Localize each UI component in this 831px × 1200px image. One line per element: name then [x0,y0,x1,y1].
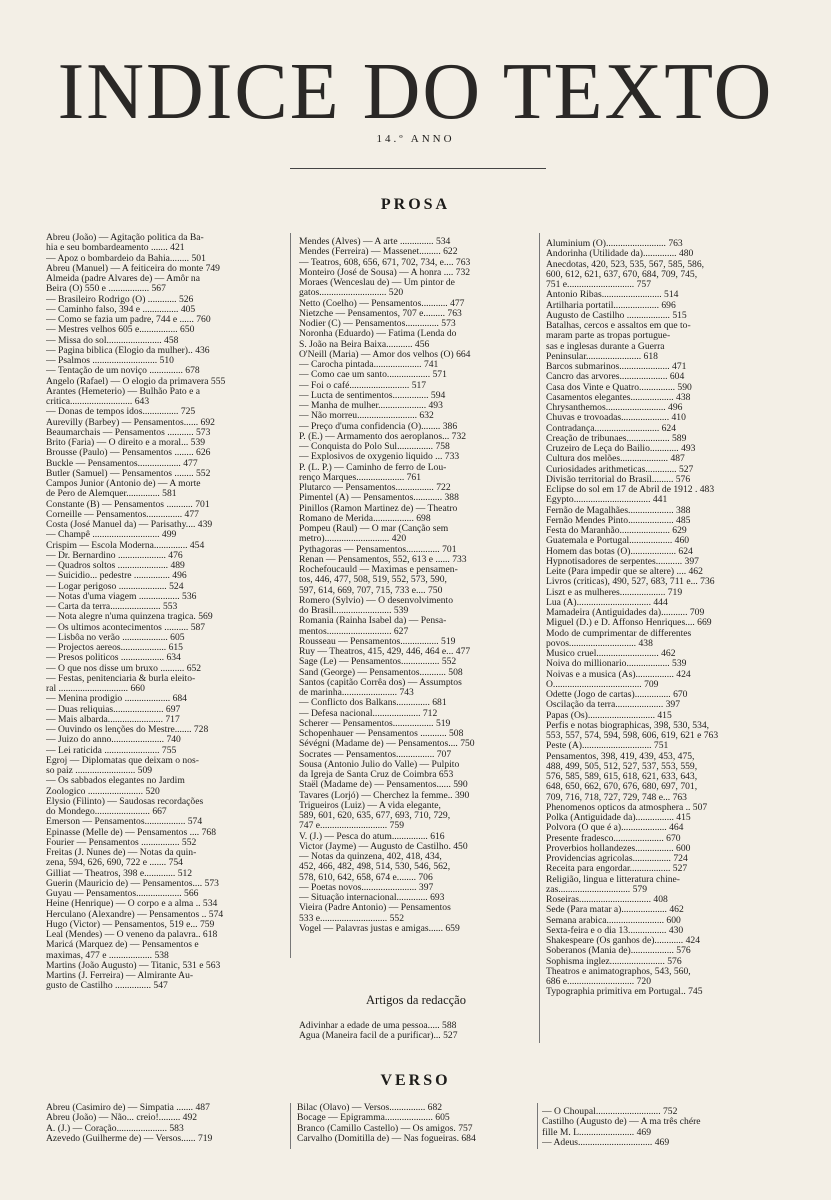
index-entry: Liszt e as mulheres................... 719 [546,587,683,598]
index-entry: Peste (A)............................. 751 [546,741,669,752]
index-entry: — Festas, penitenciaria & burla eleito- [46,673,196,684]
index-entry: Cancro das arvores.................... 604 [546,372,685,383]
index-entry: — Logar perigoso .................... 524 [46,581,184,592]
index-entry: — Dr. Bernardino .................... 476 [46,550,183,561]
index-entry: — Manha de mulher.................... 493 [299,401,443,411]
index-entry: — Champê ............................ 499 [46,530,177,541]
column-divider [537,1103,538,1149]
index-entry: Pensamentos, 398, 419, 439, 453, 475, [546,751,695,762]
index-entry: P. (L. P.) — Caminho de ferro de Lou- [299,462,447,473]
index-entry: — Adeus............................... 469 [542,1137,670,1148]
index-entry: Scherer — Pensamentos................. 519 [299,718,451,729]
index-entry: Papas (Os)............................ 415 [546,710,672,721]
index-entry: — Juizo do anno...................... 740 [46,735,181,746]
index-entry: zas.............................. 579 [546,884,647,895]
index-entry: Fourier — Pensamentos ................ 552 [46,837,197,848]
index-entry: — O Choupal........................... 752 [542,1107,678,1117]
index-entry: da Igreja de Santa Cruz de Coimbra 653 [299,770,454,780]
index-entry: Antonio Ribas......................... 514 [546,290,679,301]
index-entry: Perfis e notas biographicas, 398, 530, 534, [546,720,710,731]
index-entry: Receita para engordar................. 527 [546,864,688,875]
index-entry: — Duas reliquias..................... 697 [46,704,181,715]
index-entry: — Psalmos ........................... 510 [46,356,174,366]
index-entry: Divisão territorial do Brasil......... 576 [546,474,691,485]
index-entry: Presente fradesco..................... 670 [546,833,681,844]
index-entry: Soberanos (Mania de).................. 576 [546,946,691,957]
index-entry: Herculano (Alexandre) — Pensamentos .. 574 [46,909,224,920]
index-entry: — Presos politicos .................. 634 [46,653,181,664]
index-entry: 589, 601, 620, 635, 677, 693, 710, 729, [299,811,451,821]
index-entry: — Defesa nacional.................... 712 [299,708,438,719]
verso-heading: VERSO [380,1072,451,1089]
index-entry: Hugo (Victor) — Pensamentos, 519 e... 759 [46,919,215,930]
index-entry: — Nota alegre n'uma quinzena tragica. 569 [46,612,213,623]
index-entry: — Mestres velhos 605 e................ 650 [46,325,195,336]
index-entry: Brousse (Paulo) — Pensamentos ........ 626 [46,448,211,459]
index-entry: maram parte as tropas portugue- [546,331,671,342]
index-entry: renço Marques.................... 761 [299,472,422,483]
index-entry: Monteiro (José de Sousa) — A honra .... 732 [299,267,471,278]
index-entry: Roseiras.............................. 408 [546,895,668,905]
index-entry: Nodier (C) — Pensamentos.............. 573 [299,319,456,329]
index-entry: Crispim — Escola Moderna.............. 454 [46,540,205,551]
index-entry: — Os sabbados elegantes no Jardim [46,776,185,787]
index-entry: — Pagina biblica (Elogio da mulher).. 436 [46,345,210,356]
prosa-heading: PROSA [380,196,451,213]
index-entry: Plutarco — Pensamentos................ 722 [299,483,451,493]
index-entry: Proverbios hollandezes................ 600 [546,843,691,854]
index-entry: Sage (Le) — Pensamentos................ 552 [299,657,457,668]
index-entry: Festa do Maranhão..................... 629 [546,526,687,536]
index-entry: Aluminium (O)......................... 763 [546,239,683,249]
index-entry: Typographia primitiva em Portugal.. 745 [546,987,703,998]
index-entry: Homem das botas (O)................... 624 [546,546,693,557]
index-entry: Sand (George) — Pensamentos........... 508 [299,667,463,678]
index-entry: — Mais albarda....................... 717 [46,714,180,725]
index-entry: — Lei raticida ....................... 755 [46,745,177,756]
index-entry: 578, 610, 642, 658, 674 e........ 706 [299,872,433,883]
index-entry: Gilliat — Theatros, 398 e............. 512 [46,868,193,879]
index-entry: Cultura dos melões.................... 487 [546,454,685,465]
index-entry: Trigueiros (Luiz) — A vida elegante, [299,800,441,811]
index-entry: Modo de cumprimentar de differentes [546,628,692,639]
index-entry: 747 e............................ 759 [299,821,404,832]
index-entry: Buckle — Pensamentos.................. 477 [46,458,198,469]
index-entry: sas e inglesas durante a Guerra [546,341,665,352]
index-entry: 600, 612, 621, 637, 670, 684, 709, 745, [546,269,698,280]
index-entry: Renan — Pensamentos, 552, 613 e ...... 733 [299,554,467,565]
index-entry: Arantes (Hemeterio) — Bulhão Pato e a [46,386,200,397]
index-entry: Peninsular....................... 618 [546,351,658,362]
index-entry: Santos (capitão Corrêa dos) — Assumptos [299,677,462,688]
index-entry: Butler (Samuel) — Pensamentos ........ 552 [46,468,211,479]
index-entry: — Projectos aereos................... 615 [46,643,183,653]
index-entry: Casamentos elegantes.................. 438 [546,392,691,403]
index-entry: Sousa (Antonio Julio do Valle) — Pulpito [299,759,460,770]
index-entry: Epinasse (Melle de) — Pensamentos .... 768 [46,827,216,838]
index-entry: — Brasileiro Rodrigo (O) ............ 526 [46,294,194,305]
index-entry: 648, 650, 662, 670, 676, 680, 697, 701, [546,782,698,793]
index-entry: Livros (criticas), 490, 527, 683, 711 e... 736 [546,577,715,588]
index-entry: Romero (Sylvio) — O desenvolvimento [299,595,454,606]
index-entry: Romano de Merida................. 698 [299,513,431,524]
column-divider [290,233,291,958]
index-entry: Beira (O) 550 e ................. 567 [46,284,166,295]
index-entry: Noronha (Eduardo) — Fatima (Lenda do [299,329,457,340]
index-entry: do Mondego....................... 667 [46,807,167,817]
index-entry: gusto de Castilho ............... 547 [46,981,168,992]
index-entry: — Donas de tempos idos............... 725 [46,407,196,418]
index-entry: Odette (Jogo de cartas)............... 670 [546,690,688,700]
index-entry: Egroj — Diplomatas que deixam o nos- [46,755,199,766]
index-entry: Mamadeira (Antiguidades da)........... 709 [546,608,705,618]
index-entry: Lua (A)............................... 444 [546,597,668,608]
prosa-column-3 [546,239,781,998]
index-entry: Artilharia portatil................... 696 [546,300,676,311]
index-entry: Heine (Henrique) — O corpo e a alma .. 534 [46,899,218,910]
index-entry: Bocage — Epigramma.................... 605 [297,1113,450,1124]
index-entry: Chrysanthemos......................... 496 [546,403,683,413]
index-entry: ral ............................. 660 [46,684,145,694]
index-entry: — Como se fazia um padre, 744 e ...... 760 [46,315,211,325]
index-entry: Beaumarchais — Pensamentos ........... 573 [46,427,211,438]
index-entry: Maricá (Marquez de) — Pensamentos e [46,940,199,951]
index-entry: Emerson — Pensamentos................. 574 [46,817,203,828]
index-entry: Curiosidades arithmeticas............. 527 [546,464,694,475]
index-entry: Aurevilly (Barbey) — Pensamentos...... 692 [46,417,215,428]
index-entry: 533 e............................ 552 [299,913,404,924]
index-entry: Abreu (Manuel) — A feiticeira do monte 749 [46,263,220,274]
index-entry: fille M. L....................... 469 [542,1127,651,1138]
index-entry: Mendes (Ferreira) — Massenet......... 622 [299,247,458,258]
index-entry: Sede (Para matar a)................... 462 [546,905,684,916]
index-entry: Polvora (O que é a)................... 464 [546,823,684,834]
index-entry: Leite (Para impedir que se altere) .... 462 [546,567,703,577]
index-entry: Hypnotisadores de serpentes........... 397 [546,556,699,567]
index-entry: Pimentel (A) — Pensamentos............ 388 [299,493,459,504]
index-entry: Zoologico ....................... 520 [46,786,160,797]
index-entry: Leal (Mendes) — O veneno da palavra.. 618 [46,930,218,940]
index-entry: O..................................... 709 [546,679,659,690]
index-entry: Abreu (Casimiro de) — Simpatia ....... 487 [46,1103,210,1113]
index-entry: Rochefoucauld — Maximas e pensamen- [299,565,458,575]
index-entry: Egypto................................ 441 [546,495,668,506]
index-entry: Shakespeare (Os ganhos de)............ 424 [546,936,700,946]
index-entry: Guerin (Mauricio de) — Pensamentos.... 573 [46,878,219,889]
index-entry: Batalhas, cercos e assaltos em que to- [546,321,691,331]
index-entry: Andorinha (Utilidade da).............. 480 [546,249,694,260]
index-entry: Phenomenos opticos da atmosphera .. 507 [546,802,708,813]
index-entry: — Lucta de sentimentos............... 594 [299,390,446,401]
volume-subtitle: 14.º ANNO [376,133,455,145]
index-entry: — Preço d'uma confidencia (O)........ 386 [299,421,458,432]
index-entry: Martins (João Augusto) — Titanic, 531 e 563 [46,960,221,971]
index-entry: Azevedo (Guilherme de) — Versos...... 719 [46,1133,213,1144]
index-entry: critica.......................... 643 [46,397,150,407]
index-entry: Noivas e a musica (As)................ 424 [546,669,691,680]
index-entry: mentos........................... 627 [299,626,409,637]
index-entry: Fernão de Magalhães................... 388 [546,505,691,516]
index-entry: Pompeu (Raul) — O mar (Canção sem [299,524,449,534]
index-entry: Netto (Coelho) — Pensamentos........... 477 [299,298,465,309]
index-entry: Adivinhar a edade de uma pessoa..... 588 [299,1021,457,1031]
index-entry: — Apoz o bombardeio da Bahia........ 501 [46,253,206,264]
index-entry: Augusto de Castilho .................. 515 [546,310,687,321]
index-entry: Pinillos (Ramon Martinez de) — Theatro [299,503,458,514]
index-entry: Angelo (Rafael) — O elogio da primavera 555 [46,376,226,387]
index-entry: Polka (Antiguidade da)................ 415 [546,813,691,823]
index-entry: V. (J.) — Pesca do atum............... 616 [299,831,445,842]
index-entry: hia e seu bombardeamento ....... 421 [46,243,185,254]
index-entry: Branco (Camillo Castello) — Os amigos. 757 [297,1123,473,1134]
index-entry: Guyau — Pensamentos................... 566 [46,889,199,899]
index-entry: Victor (Jayme) — Augusto de Castilho. 450 [299,841,468,852]
index-entry: Bilac (Olavo) — Versos............... 682 [297,1103,443,1113]
index-entry: Tavares (Lorjó) — Cherchez la femme.. 390 [299,790,470,801]
index-entry: Romania (Rainha Isabel da) — Pensa- [299,616,447,627]
index-entry: 709, 716, 718, 727, 729, 748 e... 763 [546,792,687,803]
prosa-column-2 [299,237,533,934]
column-divider [539,233,540,1043]
index-entry: — Notas d'uma viagem ................. 536 [46,591,197,602]
index-entry: Carvalho (Domitilla de) — Nas fogueiras. 684 [297,1133,476,1144]
index-entry: Oscilação da terra.................... 397 [546,700,681,711]
index-entry: Castilho (Augusto de) — A ma três chére [542,1117,701,1128]
index-entry: — Suicidio... pedestre ............... 496 [46,571,187,582]
index-entry: Agua (Maneira facil de a purificar)... 527 [299,1031,458,1042]
index-entry: Abreu (João) — Agitação politica da Ba- [46,233,204,243]
artigos-heading: Artigos da redacção [366,993,466,1007]
index-entry: Constante (B) — Pensamentos ........... 701 [46,499,210,510]
index-entry: — Notas da quinzena, 402, 418, 434, [299,852,442,862]
index-entry: Noiva do millionario.................. 539 [546,659,687,670]
index-entry: Staël (Madame de) — Pensamentos...... 590 [299,780,468,791]
index-entry: Barcos submarinos..................... 471 [546,362,687,372]
index-entry: Eclipse do sol em 17 de Abril de 1912 . 483 [546,485,715,495]
index-entry: so paiz ......................... 509 [46,766,153,776]
index-entry: de marinha....................... 743 [299,688,414,698]
artigos-list [299,1021,533,1042]
index-entry: Campos Junior (Antonio de) — A morte [46,479,201,489]
index-entry: 488, 499, 505, 512, 527, 537, 553, 559, [546,761,698,772]
index-entry: zena, 594, 626, 690, 722 e ....... 754 [46,858,183,869]
index-entry: metro)........................... 420 [299,534,407,545]
index-entry: — Teatros, 608, 656, 671, 702, 734, e.... 763 [299,257,471,268]
index-entry: — Conflicto dos Balkans.............. 681 [299,698,447,709]
index-entry: — Poetas novos....................... 397 [299,882,434,893]
index-entry: Rousseau — Pensamentos................ 519 [299,636,456,647]
index-entry: 576, 585, 589, 615, 618, 621, 633, 643, [546,772,698,782]
index-entry: — Lisbôa no verão ................... 605 [46,632,185,643]
prosa-column-1 [46,233,283,992]
index-entry: Freitas (J. Nunes de) — Notas da quin- [46,848,197,858]
index-entry: maximas, 477 e .................. 538 [46,950,169,961]
index-entry: Elysio (Filinto) — Saudosas recordações [46,796,204,807]
index-entry: Mendes (Alves) — A arte .............. 534 [299,237,451,247]
index-entry: Religião, lingua e litteratura chine- [546,874,680,885]
index-entry: Corneille — Pensamentos............... 477 [46,509,199,520]
title-rule [290,168,546,169]
index-entry: Casa dos Vinte e Quatro............... 590 [546,382,692,393]
index-entry: — Missa do sol....................... 458 [46,335,179,346]
index-entry: Sévégni (Madame de) — Pensamentos.... 750 [299,739,475,750]
index-entry: 751 e............................ 757 [546,280,651,290]
index-entry: — Caminho falso, 394 e ............... 405 [46,304,196,315]
index-entry: — Não morreu......................... 632 [299,411,434,422]
index-entry: A. (J.) — Coração..................... 583 [46,1123,184,1134]
index-entry: Pythagoras — Pensamentos.............. 701 [299,544,457,555]
index-entry: Guatemala e Portugal.................. 460 [546,536,690,547]
index-entry: Theatros e animatographos, 543, 560, [546,966,691,977]
index-entry: — Ouvindo os lenções do Mestre....... 728 [46,725,209,735]
index-entry: — O que nos disse um bruxo .......... 652 [46,663,202,674]
index-entry: O'Neill (Maria) — Amor dos velhos (O) 664 [299,349,471,360]
index-entry: Vogel — Palavras justas e amigas...... 659 [299,923,460,934]
index-entry: Musico cruel.......................... 462 [546,649,676,659]
index-entry: — Conquista do Polo Sul............... 758 [299,442,450,452]
index-entry: — Foi o café......................... 517 [299,380,427,391]
index-entry: — Carta da terra..................... 553 [46,602,178,612]
index-entry: — Como cae um santo.................. 571 [299,370,447,381]
index-entry: Ruy — Theatros, 415, 429, 446, 464 e... 477 [299,647,471,657]
page-title: INDICE DO TEXTO [57,48,774,136]
index-entry: Martins (J. Ferreira) — Almirante Au- [46,971,194,981]
index-entry: — Menina prodigio ................... 684 [46,694,187,705]
verso-column-2 [297,1103,529,1144]
index-entry: — Tentação de um noviço .............. 678 [46,366,200,377]
verso-column-1 [46,1103,280,1144]
index-entry: 452, 466, 482, 498, 514, 530, 546, 562, [299,862,451,873]
index-entry: 686 e............................ 720 [546,977,651,987]
index-entry: Schopenhauer — Pensamentos ........... 508 [299,729,464,739]
index-entry: Semana arabica........................ 600 [546,915,681,926]
index-entry: Fernão Mendes Pinto................... 485 [546,515,691,526]
index-entry: Brito (Faria) — O direito e a moral... 539 [46,438,206,448]
index-entry: do Brasil........................ 539 [299,606,409,616]
index-entry: Sophisma inglez....................... 576 [546,956,682,967]
index-entry: Costa (José Manuel da) — Parisathy.... 439 [46,520,213,530]
index-entry: Abreu (João) — Não... creio!......... 492 [46,1113,198,1124]
index-entry: Sexta-feira e o dia 13................ 430 [546,925,684,936]
index-entry: — Quadros soltos ..................... 489 [46,561,185,571]
index-entry: Cruzeiro de Leça do Bailio............ 493 [546,444,696,454]
index-entry: P. (E.) — Armamento dos aeroplanos... 732 [299,431,467,442]
index-entry: Nietzche — Pensamentos, 707 e......... 763 [299,308,462,319]
index-entry: — Os ultimos acontecimentos .......... 587 [46,622,206,633]
index-entry: Vieira (Padre Antonio) — Pensamentos [299,903,451,914]
index-entry: Socrates — Pensamentos................ 707 [299,749,452,760]
column-divider [290,1103,291,1149]
index-entry: — Carocha pintada.................... 741 [299,360,439,370]
index-entry: Contradança........................... 624 [546,423,677,434]
index-entry: tos, 446, 477, 508, 519, 552, 573, 590, [299,575,447,586]
index-entry: — Explosivos de oxygenio liquido ... 733 [299,452,460,463]
index-entry: de Pero de Alemquer.............. 581 [46,489,177,500]
index-entry: Providencias agricolas................ 724 [546,854,688,864]
index-entry: Moraes (Wenceslau de) — Um pintor de [299,278,455,288]
verso-column-3 [542,1107,782,1148]
index-entry: Creação de tribunaes.................. 589 [546,433,687,444]
index-entry: povos............................ 438 [546,638,653,649]
index-entry: S. João na Beira Baixa........... 456 [299,339,430,350]
index-entry: — Situação internacional............. 693 [299,893,445,903]
index-entry: Miguel (D.) e D. Affonso Henriques.... 669 [546,618,712,629]
index-entry: Almeida (padre Alvares de) — Amôr na [46,274,200,284]
index-entry: Anecdotas, 420, 523, 535, 567, 585, 586, [546,259,705,270]
index-entry: gatos............................ 520 [299,288,404,299]
index-entry: 597, 614, 669, 707, 715, 733 e.... 750 [299,585,443,596]
index-entry: Chuvas e trovoadas.................... 410 [546,413,686,424]
index-entry: 553, 557, 574, 594, 598, 606, 619, 621 e 763 [546,731,719,741]
